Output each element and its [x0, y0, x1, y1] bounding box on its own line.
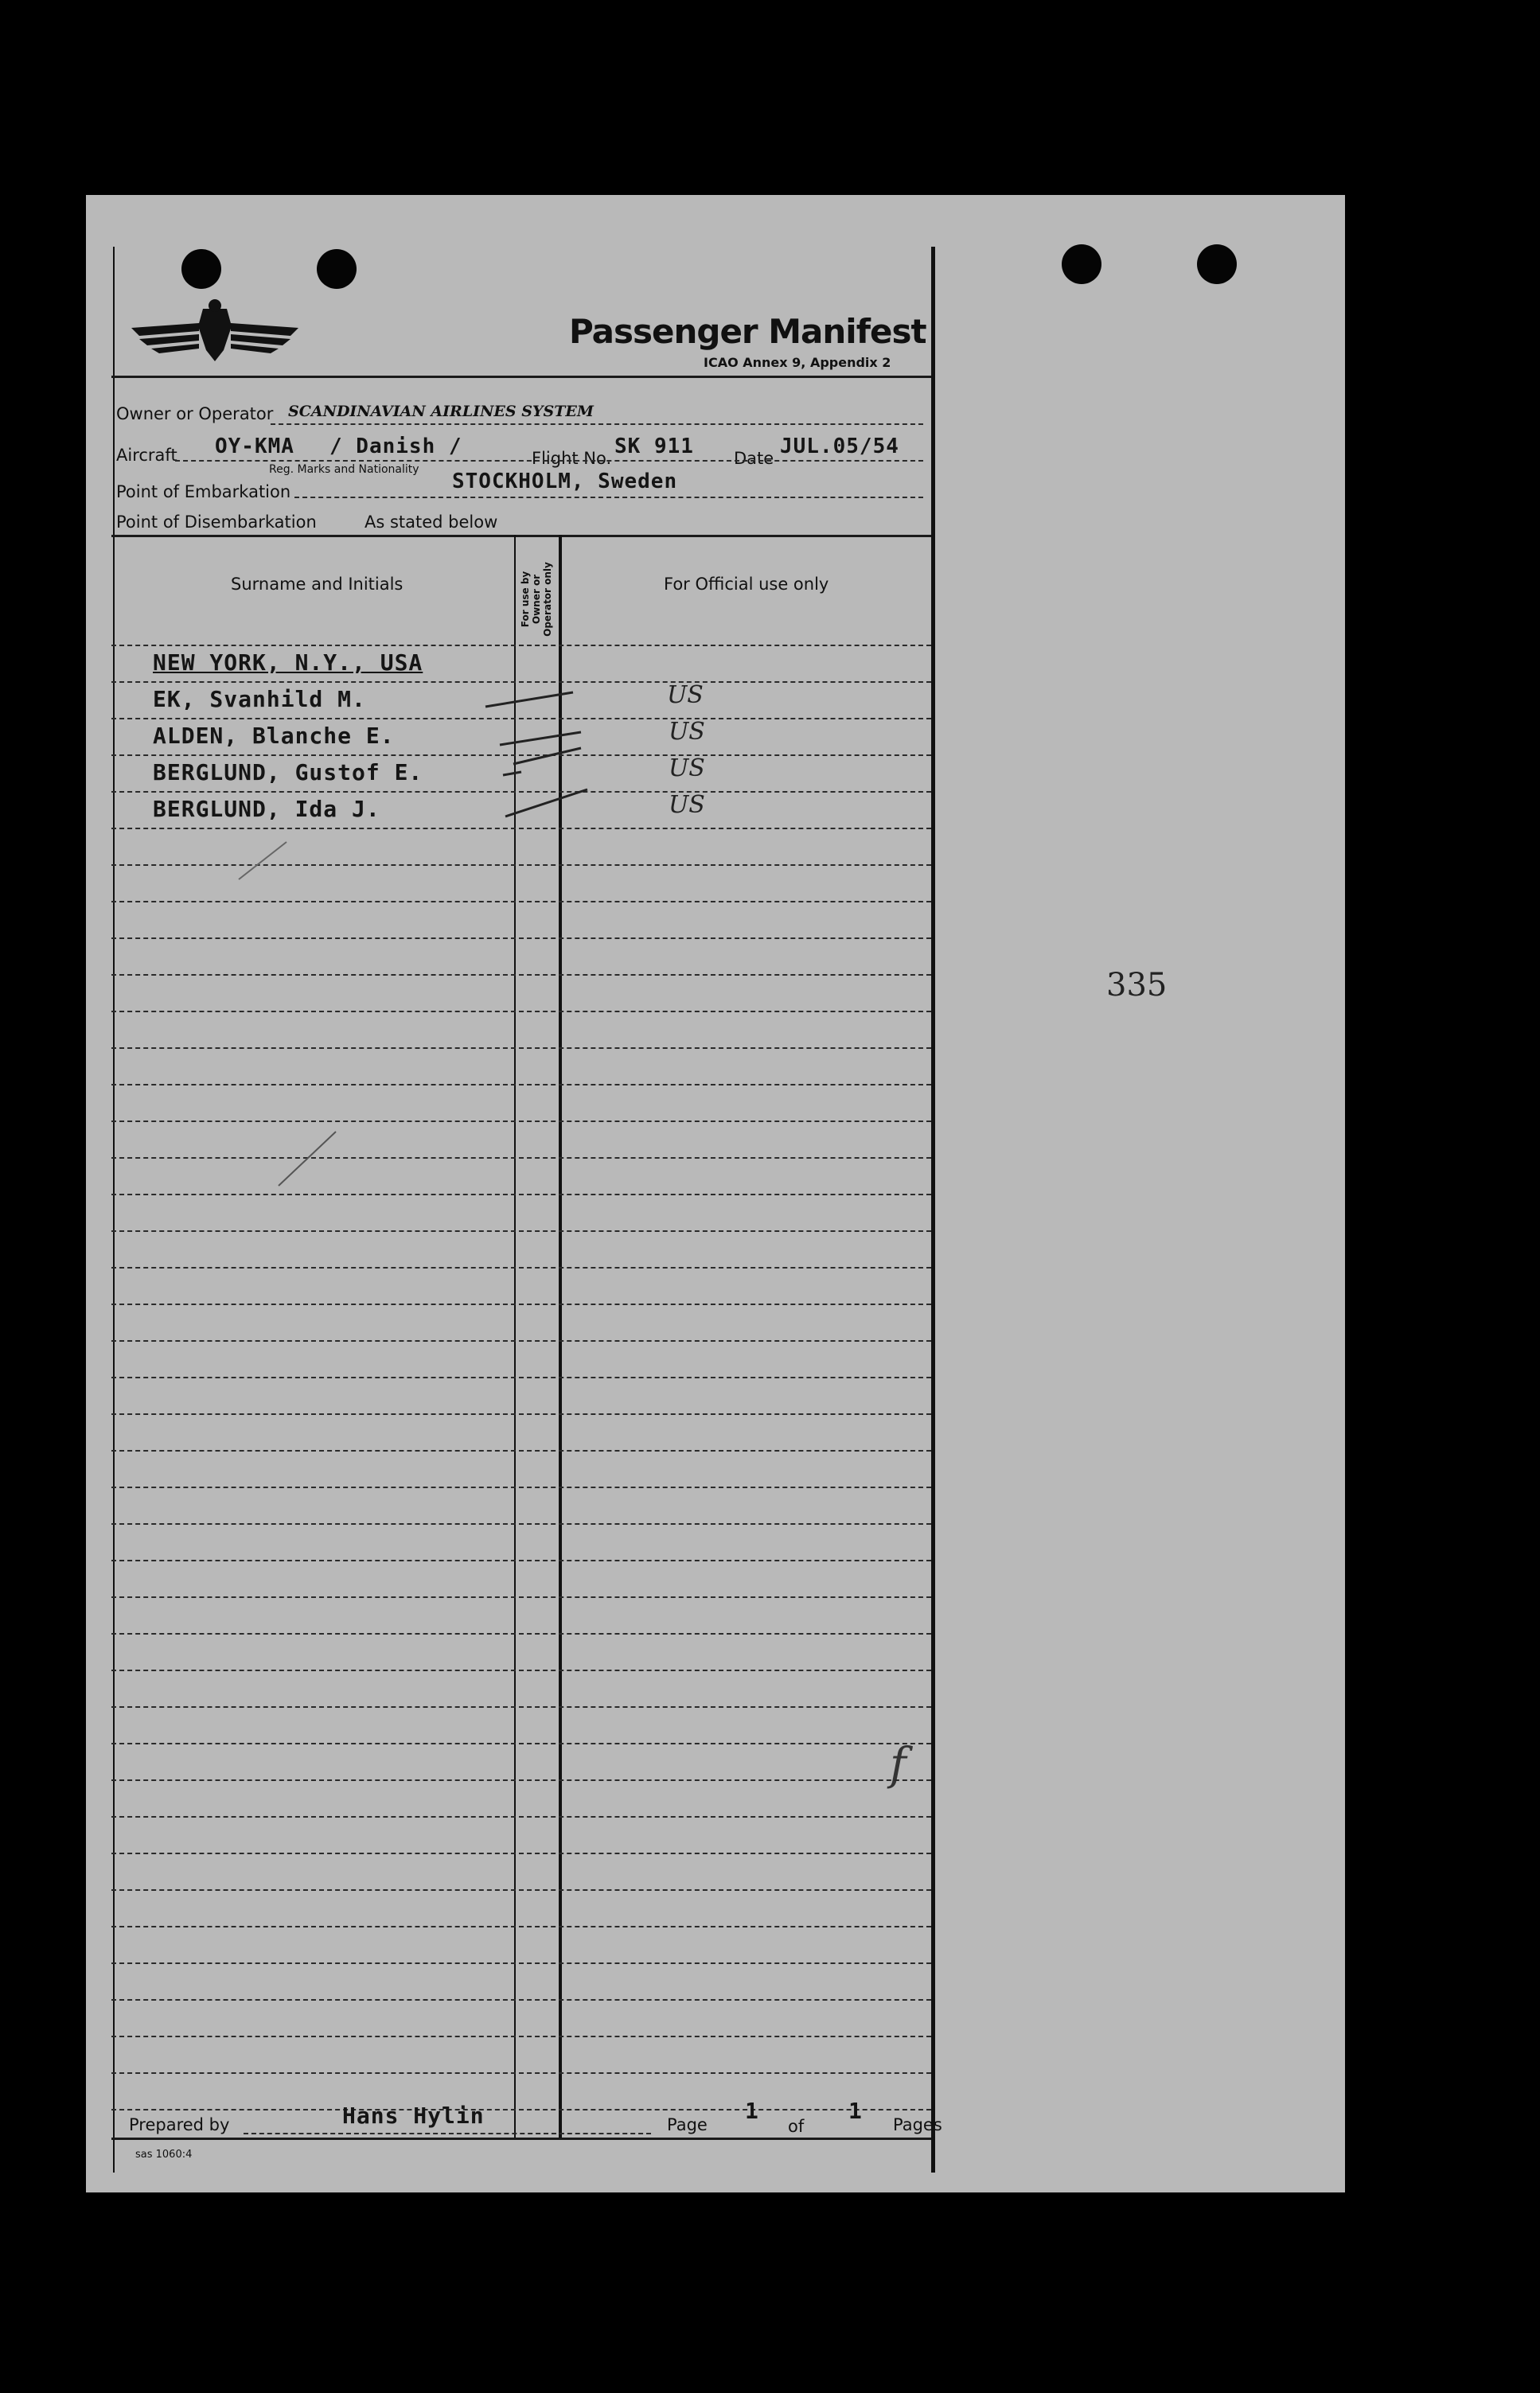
form-right-border — [931, 247, 935, 2173]
prepared-value: Hans Hylin — [342, 2103, 485, 2129]
prepared-label: Prepared by — [129, 2115, 230, 2134]
manifest-form — [111, 247, 933, 2173]
disembark-value: As stated below — [365, 513, 498, 532]
disembark-label: Point of Disembarkation — [116, 513, 317, 532]
check-strokes — [111, 247, 931, 2173]
col-official-header: For Official use only — [664, 575, 829, 594]
embark-label: Point of Embarkation — [116, 482, 291, 501]
nationality-value: / Danish / — [329, 435, 462, 458]
col-owner-header-line2: Owner or — [531, 574, 542, 625]
form-title: Passenger Manifest — [569, 312, 926, 351]
of-label: of — [788, 2117, 805, 2136]
embark-value: STOCKHOLM, Sweden — [452, 470, 678, 493]
col-owner-header-line3: Operator only — [542, 562, 553, 637]
form-code: sas 1060:4 — [135, 2149, 193, 2161]
margin-mark: f — [890, 1739, 906, 1791]
form-subtitle: ICAO Annex 9, Appendix 2 — [704, 355, 891, 370]
flight-value: SK 911 — [614, 435, 694, 458]
destination-row: NEW YORK, N.Y., USA — [153, 649, 423, 676]
page-number-stamp: 335 — [1106, 967, 1168, 1004]
page-label: Page — [667, 2115, 708, 2134]
punch-hole — [1062, 244, 1101, 284]
owner-value: SCANDINAVIAN AIRLINES SYSTEM — [288, 403, 594, 420]
flight-label: Flight No. — [532, 449, 612, 468]
official-mark: US — [669, 718, 705, 746]
form-footer — [111, 2085, 942, 2165]
official-mark: US — [669, 754, 705, 782]
owner-label: Owner or Operator — [116, 404, 274, 423]
reg-marks-label: Reg. Marks and Nationality — [269, 463, 419, 476]
col-name-header: Surname and Initials — [231, 575, 404, 594]
of-value: 1 — [848, 2098, 863, 2124]
col-owner-header-line1: For use by — [520, 571, 531, 628]
prepared-line — [244, 2133, 651, 2134]
date-value: JUL.05/54 — [780, 435, 899, 458]
passenger-name: EK, Svanhild M. — [153, 686, 366, 712]
page-value: 1 — [745, 2098, 759, 2124]
passenger-name: BERGLUND, Gustof E. — [153, 759, 423, 785]
date-label: Date — [734, 449, 774, 468]
official-mark: US — [667, 681, 704, 709]
passenger-name: BERGLUND, Ida J. — [153, 796, 380, 822]
aircraft-label: Aircraft — [116, 446, 177, 465]
punch-hole — [1197, 244, 1237, 284]
passenger-name: ALDEN, Blanche E. — [153, 723, 395, 749]
aircraft-value: OY-KMA — [215, 435, 294, 458]
pages-label: Pages — [893, 2115, 942, 2134]
official-mark: US — [669, 791, 705, 819]
